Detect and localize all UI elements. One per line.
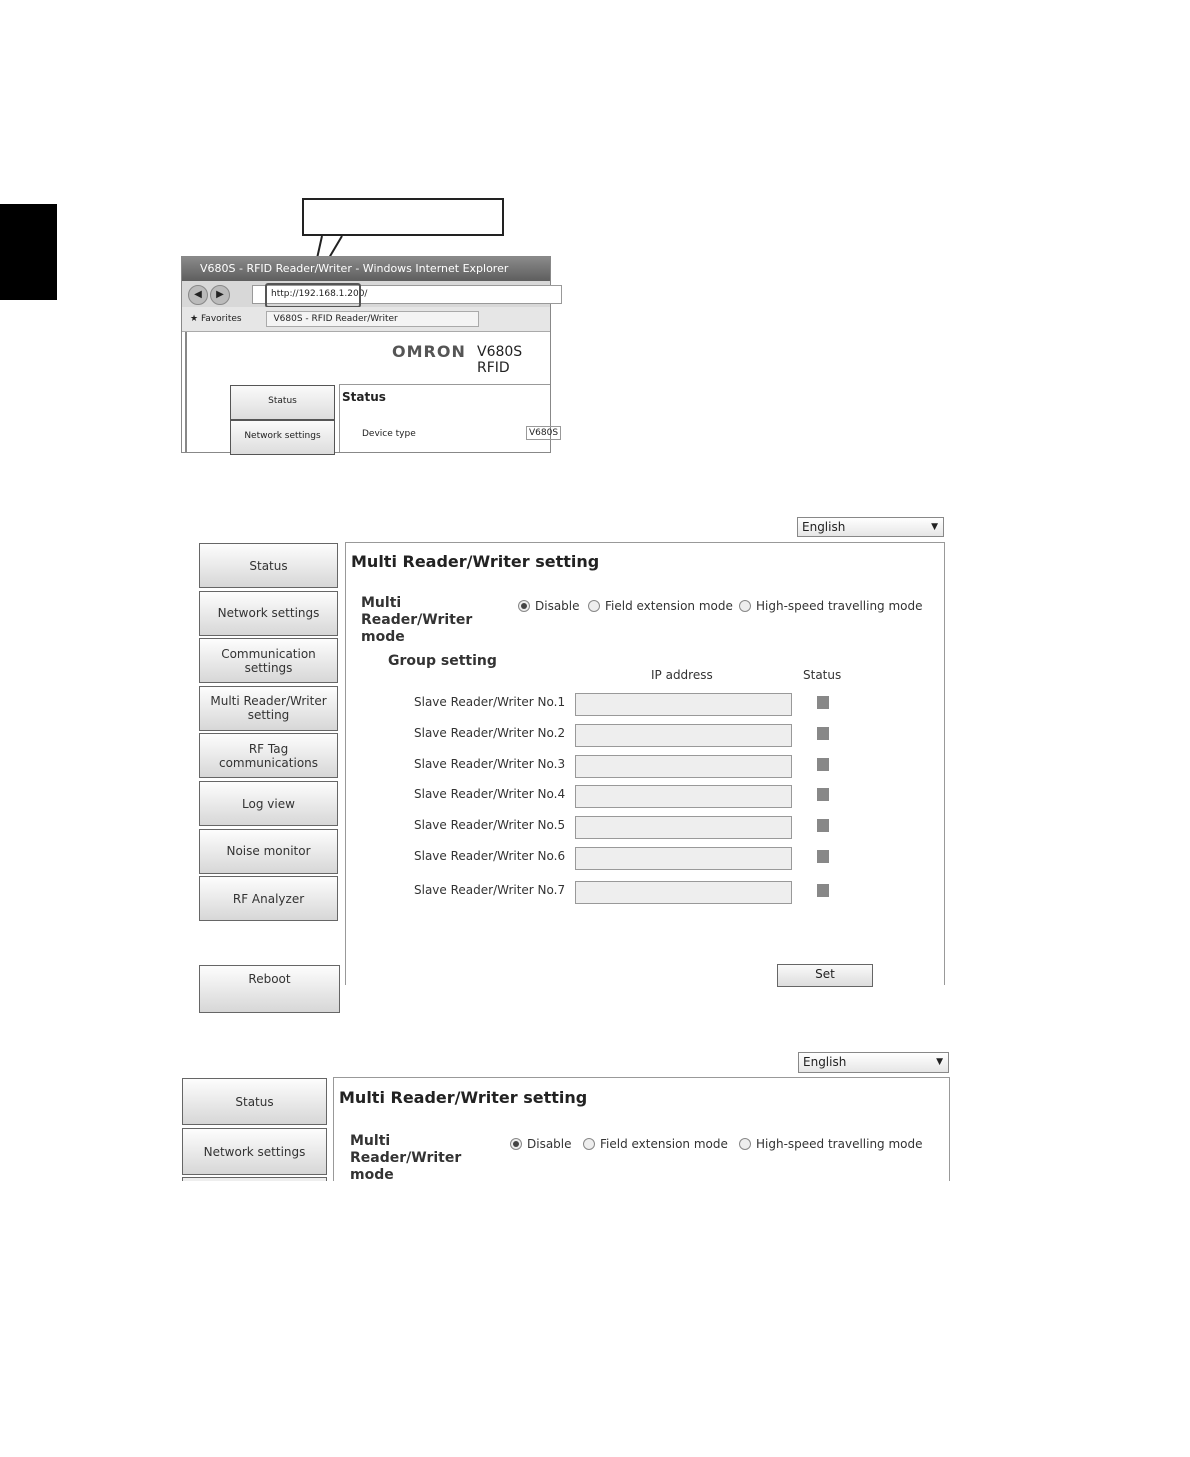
sidebar-item-status[interactable]: Status: [199, 543, 338, 588]
callout-box: [302, 198, 504, 236]
radio-label: Disable: [527, 1137, 572, 1151]
product-name: V680S RFID: [477, 344, 523, 376]
back-button-icon[interactable]: ◀: [188, 285, 208, 305]
device-type-value: V680S: [526, 426, 561, 440]
window-title: V680S - RFID Reader/Writer - Windows Internet Explorer: [182, 257, 550, 281]
radio-label: High-speed travelling mode: [756, 1137, 923, 1151]
language-value: English: [802, 520, 846, 534]
sidebar-item-noise-monitor[interactable]: Noise monitor: [199, 829, 338, 874]
radio-button-icon[interactable]: [583, 1138, 595, 1150]
panel-title: Multi Reader/Writer setting: [351, 552, 600, 571]
sidebar-item-network-settings[interactable]: Network settings: [182, 1128, 327, 1175]
favorites-bar: [182, 307, 550, 332]
reboot-button[interactable]: Reboot: [199, 965, 340, 1013]
address-highlight: [265, 283, 361, 308]
browser-content: [185, 332, 559, 452]
sidebar-item-log-view[interactable]: Log view: [199, 781, 338, 826]
mode-label: Multi Reader/Writer mode: [350, 1133, 462, 1183]
slave-status-indicator: [817, 819, 829, 832]
omron-logo: OMRON: [392, 342, 466, 361]
mode-label: Multi Reader/Writer mode: [361, 595, 473, 645]
language-select-2[interactable]: [798, 1052, 949, 1073]
favorites-label[interactable]: Favorites: [200, 314, 242, 324]
slave-status-indicator: [817, 727, 829, 740]
slave-status-indicator: [817, 850, 829, 863]
slave-status-indicator: [817, 696, 829, 709]
slave-label: Slave Reader/Writer No.2: [414, 726, 566, 740]
slave-label: Slave Reader/Writer No.7: [414, 883, 566, 897]
multi-rw-panel-2: [333, 1077, 950, 1181]
sidebar-item-communication-settings[interactable]: Communication settings: [199, 638, 338, 683]
nav-bar: [182, 281, 550, 307]
slave-label: Slave Reader/Writer No.6: [414, 849, 566, 863]
radio-button-icon[interactable]: [510, 1138, 522, 1150]
slave-ip-input[interactable]: [575, 881, 792, 904]
ip-address-header: IP address: [651, 668, 713, 682]
language-value: English: [803, 1055, 847, 1069]
chevron-down-icon: ▼: [936, 1057, 943, 1067]
set-button[interactable]: Set: [777, 964, 873, 987]
sidebar-item-rf-tag-communications[interactable]: RF Tag communications: [199, 733, 338, 778]
slave-label: Slave Reader/Writer No.3: [414, 757, 566, 771]
slave-ip-input[interactable]: [575, 847, 792, 870]
group-setting-title: Group setting: [388, 653, 497, 669]
slave-ip-input[interactable]: [575, 724, 792, 747]
slave-label: Slave Reader/Writer No.4: [414, 787, 566, 801]
slave-ip-input[interactable]: [575, 785, 792, 808]
radio-label: High-speed travelling mode: [756, 599, 923, 613]
forward-button-icon[interactable]: ▶: [210, 285, 230, 305]
status-header: Status: [803, 668, 842, 682]
slave-ip-input[interactable]: [575, 816, 792, 839]
slave-status-indicator: [817, 788, 829, 801]
sidebar-item-multi-reader-writer-setting[interactable]: Multi Reader/Writer setting: [199, 686, 338, 731]
radio-high-speed-travelling-mode[interactable]: [739, 1137, 923, 1151]
slave-ip-input[interactable]: [575, 693, 792, 716]
slave-label: Slave Reader/Writer No.1: [414, 695, 566, 709]
slave-status-indicator: [817, 884, 829, 897]
panel-title: Status: [342, 390, 386, 404]
sidebar-item-network-settings[interactable]: Network settings: [230, 420, 335, 455]
sidebar-item-status[interactable]: Status: [182, 1078, 327, 1125]
chevron-down-icon: ▼: [931, 522, 938, 532]
language-select[interactable]: [797, 517, 944, 537]
multi-rw-panel: [345, 542, 945, 985]
radio-disable[interactable]: [518, 599, 580, 613]
panel-title: Multi Reader/Writer setting: [339, 1088, 588, 1107]
favorites-star-icon[interactable]: ★: [190, 314, 199, 324]
radio-field-extension-mode[interactable]: [588, 599, 733, 613]
sidebar-item-partial: [182, 1177, 327, 1181]
radio-label: Field extension mode: [605, 599, 733, 613]
browser-tab[interactable]: V680S - RFID Reader/Writer: [266, 311, 478, 327]
device-type-label: Device type: [362, 429, 416, 439]
sidebar-item-network-settings[interactable]: Network settings: [199, 591, 338, 636]
slave-ip-input[interactable]: [575, 755, 792, 778]
address-bar[interactable]: http://192.168.1.200/: [252, 285, 562, 304]
browser-window: [181, 256, 559, 453]
radio-button-icon[interactable]: [518, 600, 530, 612]
status-panel: [339, 384, 559, 452]
sidebar-item-status[interactable]: Status: [230, 385, 335, 420]
slave-status-indicator: [817, 758, 829, 771]
radio-field-extension-mode[interactable]: [583, 1137, 728, 1151]
radio-button-icon[interactable]: [739, 1138, 751, 1150]
radio-high-speed-travelling-mode[interactable]: [739, 599, 923, 613]
reboot-clip: [199, 965, 339, 985]
radio-label: Disable: [535, 599, 580, 613]
radio-button-icon[interactable]: [739, 600, 751, 612]
chapter-tab-marker: [0, 204, 57, 300]
slave-label: Slave Reader/Writer No.5: [414, 818, 566, 832]
radio-label: Field extension mode: [600, 1137, 728, 1151]
radio-disable[interactable]: [510, 1137, 572, 1151]
sidebar-item-rf-analyzer[interactable]: RF Analyzer: [199, 876, 338, 921]
radio-button-icon[interactable]: [588, 600, 600, 612]
